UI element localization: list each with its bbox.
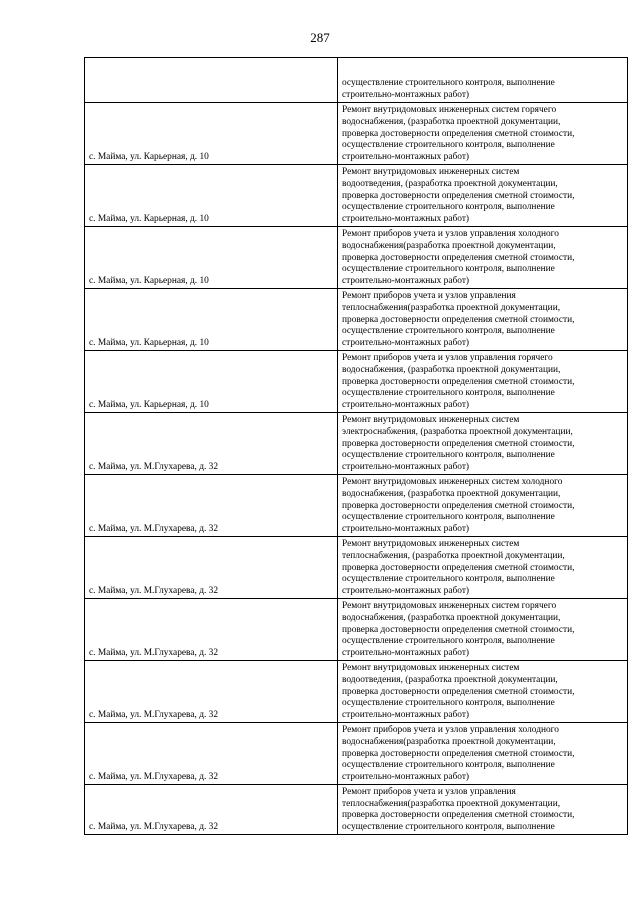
works-table xyxy=(84,57,628,835)
page-number: 287 xyxy=(310,30,330,45)
address-cell: с. Майма, ул. Карьерная, д. 10 xyxy=(85,165,338,227)
work-description-cell: Ремонт приборов учета и узлов управления теплоснабжения(разработка проектной документации, проверка достоверности определения сметной стоимости, осуществление строительного контроля, выполнение xyxy=(338,785,628,835)
address-cell: с. Майма, ул. М.Глухарева, д. 32 xyxy=(85,475,338,537)
address-cell xyxy=(85,58,338,103)
table-row xyxy=(85,289,628,351)
table-row xyxy=(85,475,628,537)
address-cell: с. Майма, ул. Карьерная, д. 10 xyxy=(85,103,338,165)
address-cell: с. Майма, ул. М.Глухарева, д. 32 xyxy=(85,537,338,599)
table-row xyxy=(85,537,628,599)
table-row xyxy=(85,661,628,723)
table-row xyxy=(85,785,628,835)
work-description-cell: Ремонт внутридомовых инженерных систем холодного водоснабжения, (разработка проектной документации, проверка достоверности определения сметной стоимости, осуществление строительного контроля, выполнение строительно-монтажных работ) xyxy=(338,475,628,537)
address-cell: с. Майма, ул. М.Глухарева, д. 32 xyxy=(85,599,338,661)
address-cell: с. Майма, ул. М.Глухарева, д. 32 xyxy=(85,661,338,723)
work-description-cell: Ремонт внутридомовых инженерных систем горячего водоснабжения, (разработка проектной документации, проверка достоверности определения сметной стоимости, осуществление строительного контроля, выполнение строительно-монтажных работ) xyxy=(338,103,628,165)
work-description-cell: Ремонт приборов учета и узлов управления теплоснабжения(разработка проектной документации, проверка достоверности определения сметной стоимости, осуществление строительного контроля, выполнение строительно-монтажных работ) xyxy=(338,289,628,351)
address-cell: с. Майма, ул. Карьерная, д. 10 xyxy=(85,227,338,289)
table-row xyxy=(85,58,628,103)
address-cell: с. Майма, ул. М.Глухарева, д. 32 xyxy=(85,723,338,785)
address-cell: с. Майма, ул. М.Глухарева, д. 32 xyxy=(85,413,338,475)
work-description-cell: Ремонт внутридомовых инженерных систем водоотведения, (разработка проектной документации, проверка достоверности определения сметной стоимости, осуществление строительного контроля, выполнение строительно-монтажных работ) xyxy=(338,661,628,723)
work-description-cell: Ремонт внутридомовых инженерных систем теплоснабжения, (разработка проектной документации, проверка достоверности определения сметной стоимости, осуществление строительного контроля, выполнение строительно-монтажных работ) xyxy=(338,537,628,599)
table-row xyxy=(85,351,628,413)
table-row xyxy=(85,165,628,227)
address-cell: с. Майма, ул. Карьерная, д. 10 xyxy=(85,351,338,413)
table-row xyxy=(85,227,628,289)
address-cell: с. Майма, ул. Карьерная, д. 10 xyxy=(85,289,338,351)
work-description-cell: Ремонт приборов учета и узлов управления холодного водоснабжения(разработка проектной документации, проверка достоверности определения сметной стоимости, осуществление строительного контроля, выполнение строительно-монтажных работ) xyxy=(338,723,628,785)
work-description-cell: Ремонт приборов учета и узлов управления холодного водоснабжения(разработка проектной документации, проверка достоверности определения сметной стоимости, осуществление строительного контроля, выполнение строительно-монтажных работ) xyxy=(338,227,628,289)
work-description-cell: Ремонт внутридомовых инженерных систем водоотведения, (разработка проектной документации, проверка достоверности определения сметной стоимости, осуществление строительного контроля, выполнение строительно-монтажных работ) xyxy=(338,165,628,227)
address-cell: с. Майма, ул. М.Глухарева, д. 32 xyxy=(85,785,338,835)
table-row xyxy=(85,103,628,165)
work-description-cell: Ремонт приборов учета и узлов управления горячего водоснабжения, (разработка проектной документации, проверка достоверности определения сметной стоимости, осуществление строительного контроля, выполнение строительно-монтажных работ) xyxy=(338,351,628,413)
table-row xyxy=(85,599,628,661)
work-description-cell: Ремонт внутридомовых инженерных систем горячего водоснабжения, (разработка проектной документации, проверка достоверности определения сметной стоимости, осуществление строительного контроля, выполнение строительно-монтажных работ) xyxy=(338,599,628,661)
table-row xyxy=(85,413,628,475)
table-row xyxy=(85,723,628,785)
work-description-cell: Ремонт внутридомовых инженерных систем электроснабжения, (разработка проектной документации, проверка достоверности определения сметной стоимости, осуществление строительного контроля, выполнение строительно-монтажных работ) xyxy=(338,413,628,475)
work-description-cell: осуществление строительного контроля, выполнение строительно-монтажных работ) xyxy=(338,58,628,103)
